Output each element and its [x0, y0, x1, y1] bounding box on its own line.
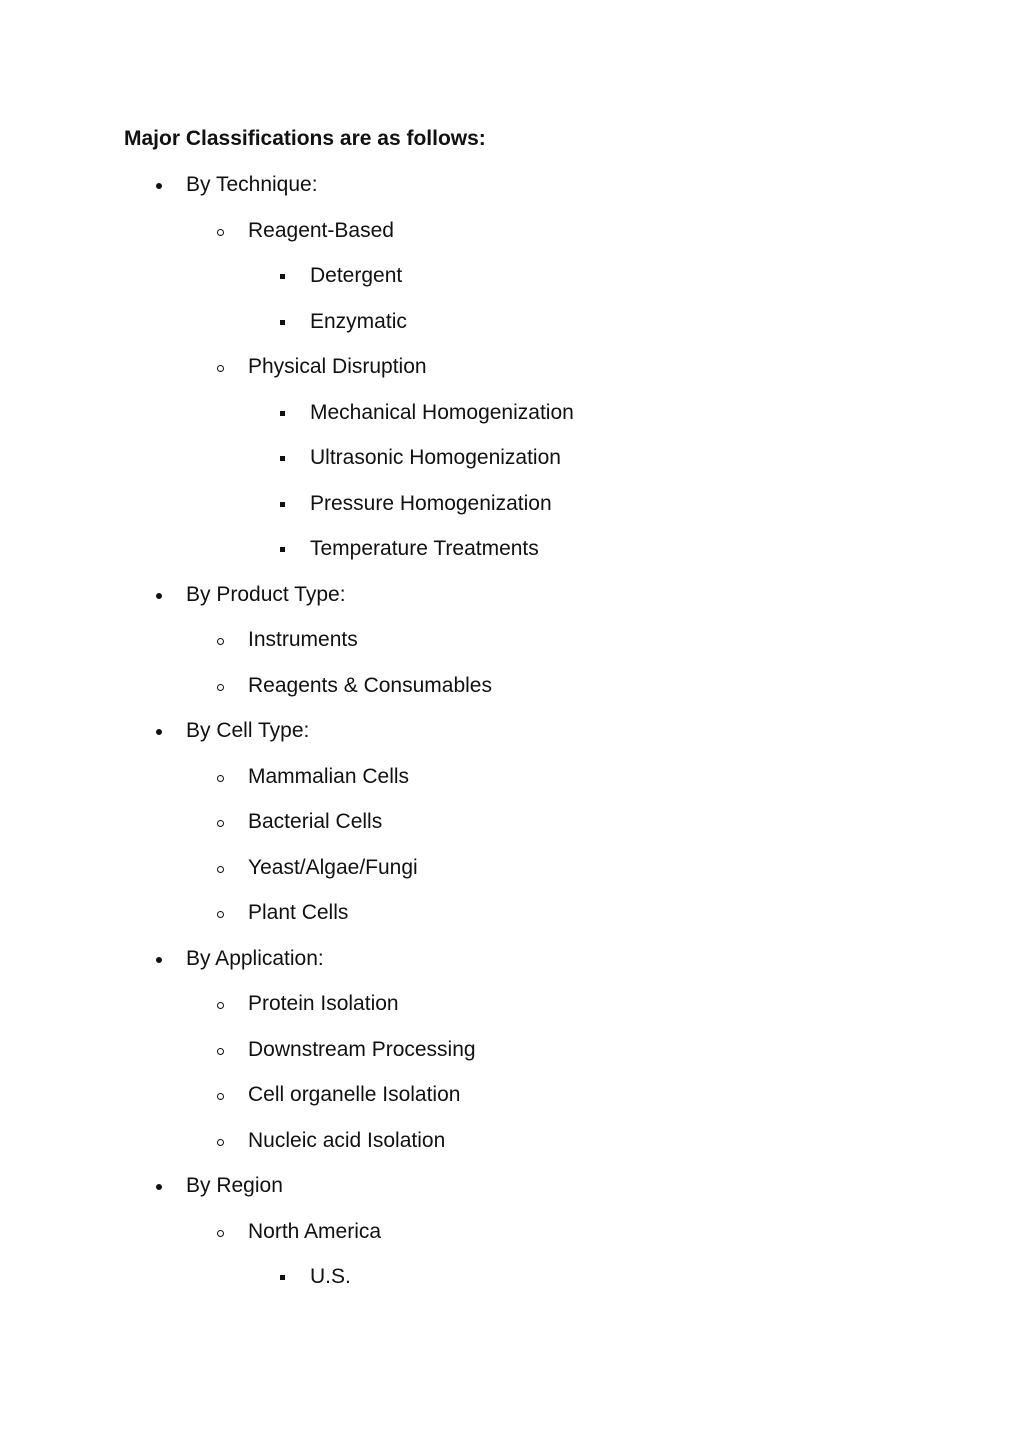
list-item-text: Protein Isolation	[248, 992, 399, 1015]
list-item-text: North America	[248, 1220, 382, 1243]
bullet-circle-icon	[216, 853, 230, 883]
sub-list-item	[0, 216, 1023, 246]
sub-list-item	[0, 671, 1023, 701]
bullet-square-icon	[278, 261, 292, 291]
bullet-circle-icon	[216, 898, 230, 928]
bullet-dot-icon	[154, 1171, 168, 1201]
list-item-text: By Cell Type:	[186, 719, 310, 742]
bullet-dot-icon	[154, 716, 168, 746]
bullet-circle-icon	[216, 989, 230, 1019]
list-item-text: Temperature Treatments	[310, 537, 539, 560]
list-item-text: Yeast/Algae/Fungi	[248, 856, 418, 879]
list-item-text: Mammalian Cells	[248, 765, 410, 788]
list-item	[0, 944, 1023, 974]
list-item-text: Detergent	[310, 264, 403, 287]
bullet-square-icon	[278, 1262, 292, 1292]
sub-list-item	[0, 762, 1023, 792]
sub-sub-list-item	[0, 534, 1023, 564]
list-item-text: Nucleic acid Isolation	[248, 1129, 446, 1152]
list-item-text: Ultrasonic Homogenization	[310, 446, 561, 469]
sub-sub-list-item	[0, 443, 1023, 473]
sub-sub-list-item	[0, 398, 1023, 428]
bullet-dot-icon	[154, 944, 168, 974]
list-item-text: By Region	[186, 1174, 283, 1197]
list-item	[0, 580, 1023, 610]
section-heading: Major Classifications are as follows:	[124, 127, 486, 150]
bullet-circle-icon	[216, 352, 230, 382]
sub-list-item	[0, 352, 1023, 382]
bullet-circle-icon	[216, 1217, 230, 1247]
list-item-text: U.S.	[310, 1265, 351, 1288]
bullet-square-icon	[278, 307, 292, 337]
list-item-text: By Product Type:	[186, 583, 346, 606]
list-item-text: Cell organelle Isolation	[248, 1083, 461, 1106]
list-item-text: Reagent-Based	[248, 219, 394, 242]
bullet-circle-icon	[216, 807, 230, 837]
list-item-text: Pressure Homogenization	[310, 492, 552, 515]
bullet-circle-icon	[216, 1035, 230, 1065]
sub-list-item	[0, 898, 1023, 928]
sub-list-item	[0, 807, 1023, 837]
list-item-text: By Application:	[186, 947, 324, 970]
list-item	[0, 170, 1023, 200]
sub-sub-list-item	[0, 1262, 1023, 1292]
sub-list-item	[0, 853, 1023, 883]
list-item-text: Physical Disruption	[248, 355, 427, 378]
bullet-circle-icon	[216, 625, 230, 655]
sub-list-item	[0, 1126, 1023, 1156]
sub-list-item	[0, 989, 1023, 1019]
list-item-text: Reagents & Consumables	[248, 674, 492, 697]
list-item-text: Enzymatic	[310, 310, 407, 333]
bullet-circle-icon	[216, 216, 230, 246]
bullet-square-icon	[278, 489, 292, 519]
bullet-dot-icon	[154, 580, 168, 610]
bullet-circle-icon	[216, 1126, 230, 1156]
list-item-text: Bacterial Cells	[248, 810, 383, 833]
list-item	[0, 1171, 1023, 1201]
list-item	[0, 716, 1023, 746]
sub-list-item	[0, 625, 1023, 655]
sub-list-item	[0, 1080, 1023, 1110]
bullet-circle-icon	[216, 671, 230, 701]
list-item-text: Plant Cells	[248, 901, 349, 924]
bullet-circle-icon	[216, 762, 230, 792]
sub-sub-list-item	[0, 307, 1023, 337]
sub-sub-list-item	[0, 489, 1023, 519]
list-item-text: Instruments	[248, 628, 358, 651]
sub-list-item	[0, 1035, 1023, 1065]
list-item-text: Mechanical Homogenization	[310, 401, 574, 424]
list-item-text: By Technique:	[186, 173, 318, 196]
sub-list-item	[0, 1217, 1023, 1247]
bullet-circle-icon	[216, 1080, 230, 1110]
bullet-square-icon	[278, 398, 292, 428]
bullet-square-icon	[278, 443, 292, 473]
bullet-dot-icon	[154, 170, 168, 200]
list-item-text: Downstream Processing	[248, 1038, 476, 1061]
bullet-square-icon	[278, 534, 292, 564]
sub-sub-list-item	[0, 261, 1023, 291]
